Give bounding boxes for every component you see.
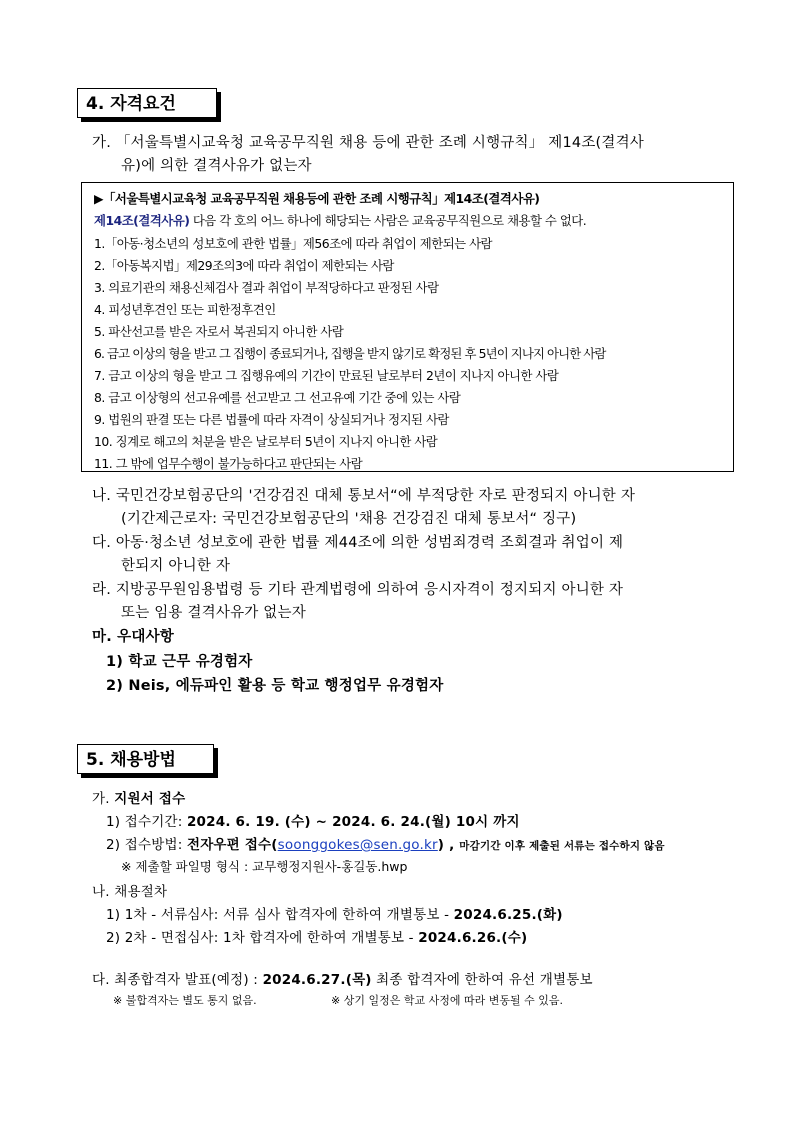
sec5-method	[106, 833, 665, 853]
box-article	[94, 211, 586, 229]
sec4-da-line1: 다. 아동·청소년 성보호에 관한 법률 제44조에 의한 성범죄경력 조회결과 취업이 제	[92, 535, 624, 551]
method-label: 2) 접수방법:	[106, 837, 187, 853]
box-item-9: 9. 법원의 판결 또는 다른 법률에 따라 자격이 상실되거나 정지된 사람	[94, 412, 449, 427]
section-4-title: 4. 자격요건	[77, 88, 217, 118]
final-date: 2024.6.27.(목)	[262, 972, 372, 988]
method-close: ) ,	[437, 837, 460, 853]
box-item-5: 5. 파산선고를 받은 자로서 복권되지 아니한 사람	[94, 324, 344, 339]
sec5-ga-label: 지원서 접수	[114, 791, 186, 807]
period-value: 2024. 6. 19. (수) ~ 2024. 6. 24.(월) 10시 까지	[186, 814, 520, 830]
box-item-10: 10. 징계로 해고의 처분을 받은 날로부터 5년이 지나지 아니한 사람	[94, 434, 438, 449]
sec5-note-1: ※ 불합격자는 별도 통지 없음.	[113, 994, 257, 1007]
box-item-1: 1.「아동·청소년의 성보호에 관한 법률」제56조에 따라 취업이 제한되는 사람	[94, 236, 493, 251]
article-label: 제14조(결격사유)	[94, 213, 190, 228]
sec5-note-2: ※ 상기 일정은 학교 사정에 따라 변동될 수 있음.	[331, 994, 563, 1007]
sec4-ma-item-2: 2) Neis, 에듀파인 활용 등 학교 행정업무 유경험자	[106, 678, 444, 694]
box-item-4: 4. 피성년후견인 또는 피한정후견인	[94, 302, 276, 317]
method-value: 전자우편 접수(	[186, 837, 278, 853]
sec5-da	[92, 968, 593, 988]
sec5-period	[106, 810, 520, 830]
sec4-da-line2: 한되지 아니한 자	[121, 558, 231, 574]
box-item-8: 8. 금고 이상형의 선고유예를 선고받고 그 선고유예 기간 중에 있는 사람	[94, 390, 461, 405]
section-5-title: 5. 채용방법	[77, 744, 214, 774]
sec4-ga-line2: 유)에 의한 결격사유가 없는자	[121, 158, 312, 174]
sec4-na-line1: 나. 국민건강보험공단의 '건강검진 대체 통보서“에 부적당한 자로 판정되지 아니한 자	[92, 488, 636, 504]
sec4-ra-line1: 라. 지방공무원임용법령 등 기타 관계법령에 의하여 응시자격이 정지되지 아니한 자	[92, 582, 624, 598]
sec4-ma-item-1: 1) 학교 근무 유경험자	[106, 654, 253, 670]
sec4-ga-line1: 가. 「서울특별시교육청 교육공무직원 채용 등에 관한 조례 시행규칙」 제14조(결격사	[92, 135, 645, 151]
box-item-3: 3. 의료기관의 채용신체검사 결과 취업이 부적당하다고 판정된 사람	[94, 280, 439, 295]
final-suffix: 최종 합격자에 한하여 유선 개별통보	[371, 972, 593, 988]
final-label: 다. 최종합격자 발표(예정) :	[92, 972, 263, 988]
sec5-ga-prefix: 가.	[92, 791, 115, 807]
email-link[interactable]: soonggokes@sen.go.kr	[277, 837, 438, 853]
sec5-file-format: ※ 제출할 파일명 형식 : 교무행정지원사-홍길동.hwp	[121, 859, 408, 874]
article-text: 다음 각 호의 어느 하나에 해당되는 사람은 교육공무직원으로 채용할 수 없다.	[189, 213, 587, 228]
box-item-2: 2.「아동복지법」제29조의3에 따라 취업이 제한되는 사람	[94, 258, 394, 273]
disqualification-box	[81, 182, 734, 472]
step-1-text: 1) 1차 - 서류심사: 서류 심사 합격자에 한하여 개별통보 -	[106, 907, 454, 923]
box-title: ▶「서울특별시교육청 교육공무직원 채용등에 관한 조례 시행규칙」제14조(결격사유)	[94, 191, 540, 206]
sec5-ga	[92, 787, 185, 807]
sec4-ra-line2: 또는 임용 결격사유가 없는자	[121, 605, 306, 621]
step-2-text: 2) 2차 - 면접심사: 1차 합격자에 한하여 개별통보 -	[106, 930, 419, 946]
step-1-date: 2024.6.25.(화)	[453, 907, 563, 923]
box-item-11: 11. 그 밖에 업무수행이 불가능하다고 판단되는 사람	[94, 456, 363, 471]
method-note: 마감기간 이후 제출된 서류는 접수하지 않음	[459, 840, 665, 852]
sec4-na-line2: (기간제근로자: 국민건강보험공단의 '채용 건강검진 대체 통보서“ 징구)	[121, 511, 577, 527]
sec4-ma-heading: 마. 우대사항	[92, 629, 174, 645]
box-item-7: 7. 금고 이상의 형을 받고 그 집행유예의 기간이 만료된 날로부터 2년이 지나지 아니한 사람	[94, 368, 559, 383]
sec5-step-2	[106, 926, 527, 946]
step-2-date: 2024.6.26.(수)	[418, 930, 528, 946]
box-item-6: 6. 금고 이상의 형을 받고 그 집행이 종료되거나, 집행을 받지 않기로 확정된 후 5년이 지나지 아니한 사람	[94, 346, 606, 361]
sec5-step-1	[106, 903, 563, 923]
period-label: 1) 접수기간:	[106, 814, 187, 830]
sec5-na: 나. 채용절차	[92, 884, 168, 900]
